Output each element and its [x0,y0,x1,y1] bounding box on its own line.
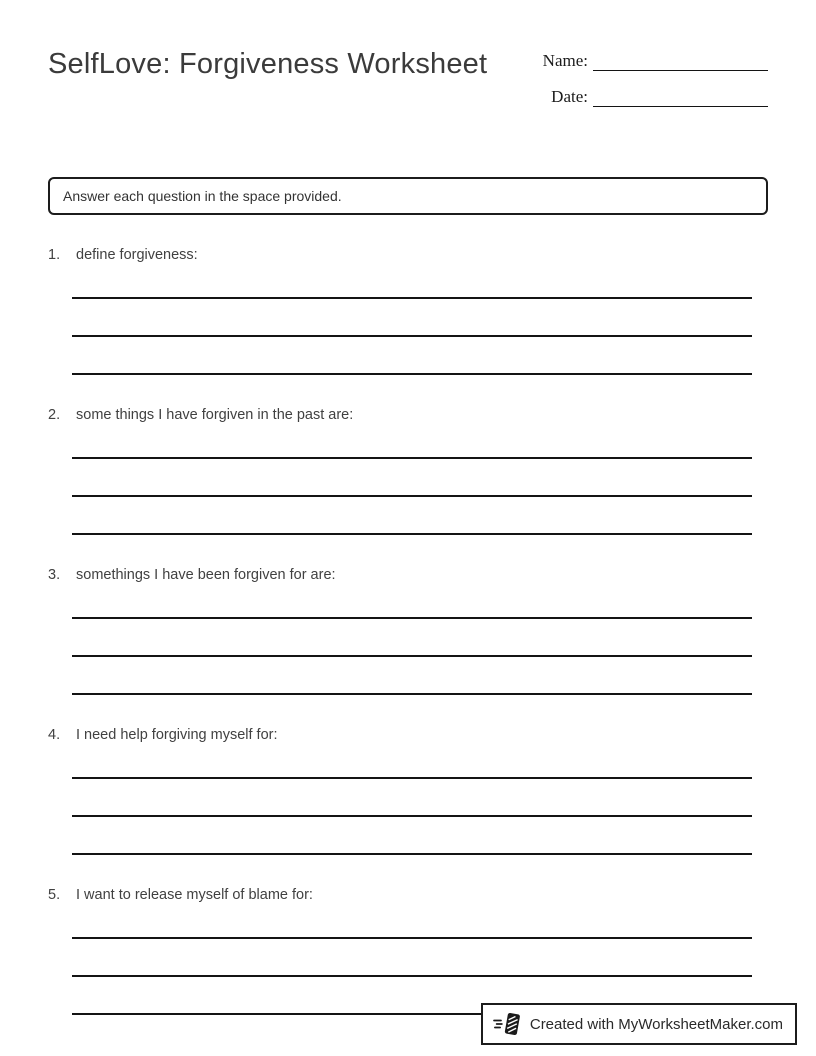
answer-line [72,779,752,817]
question-3 [48,565,768,695]
question-2 [48,405,768,535]
answer-line [72,459,752,497]
date-row [536,86,768,107]
name-blank-line [593,50,768,71]
footer-brand-badge[interactable] [481,1003,797,1045]
answer-area [72,265,752,375]
answer-line [72,425,752,459]
question-number: 3. [48,567,61,583]
answer-line [72,337,752,375]
question-text: I want to release myself of blame for: [76,887,313,903]
answer-line [72,497,752,535]
question-number: 2. [48,407,61,423]
answer-line [72,817,752,855]
answer-area [72,425,752,535]
question-text: I need help forgiving myself for: [76,727,278,743]
date-label: Date: [551,87,588,106]
footer-credit-text: Created with MyWorksheetMaker.com [529,1015,783,1033]
instructions-text: Answer each question in the space provided. [63,188,342,204]
question-text: some things I have forgiven in the past are: [76,407,354,423]
name-date-block [536,50,768,122]
answer-line [72,299,752,337]
answer-line [72,939,752,977]
page-title: SelfLove: Forgiveness Worksheet [48,48,488,80]
answer-line [72,585,752,619]
answer-area [72,905,752,1015]
answer-line [72,745,752,779]
name-row [536,50,768,71]
question-text: define forgiveness: [76,247,198,263]
answer-line [72,905,752,939]
question-number: 4. [48,727,61,743]
question-label [48,565,768,585]
answer-area [72,585,752,695]
answer-line [72,265,752,299]
question-1 [48,245,768,375]
question-4 [48,725,768,855]
worksheet-header [48,44,768,126]
answer-area [72,745,752,855]
instructions-box [48,177,768,215]
question-number: 5. [48,887,61,903]
question-label [48,725,768,745]
question-list [48,245,768,1015]
question-text: somethings I have been forgiven for are: [76,567,336,583]
answer-line [72,657,752,695]
question-label [48,405,768,425]
question-label [48,885,768,905]
date-blank-line [593,86,768,107]
question-label [48,245,768,265]
question-number: 1. [48,247,61,263]
name-label: Name: [542,51,588,70]
answer-line [72,619,752,657]
worksheet-logo-icon [493,1010,523,1038]
question-5 [48,885,768,1015]
